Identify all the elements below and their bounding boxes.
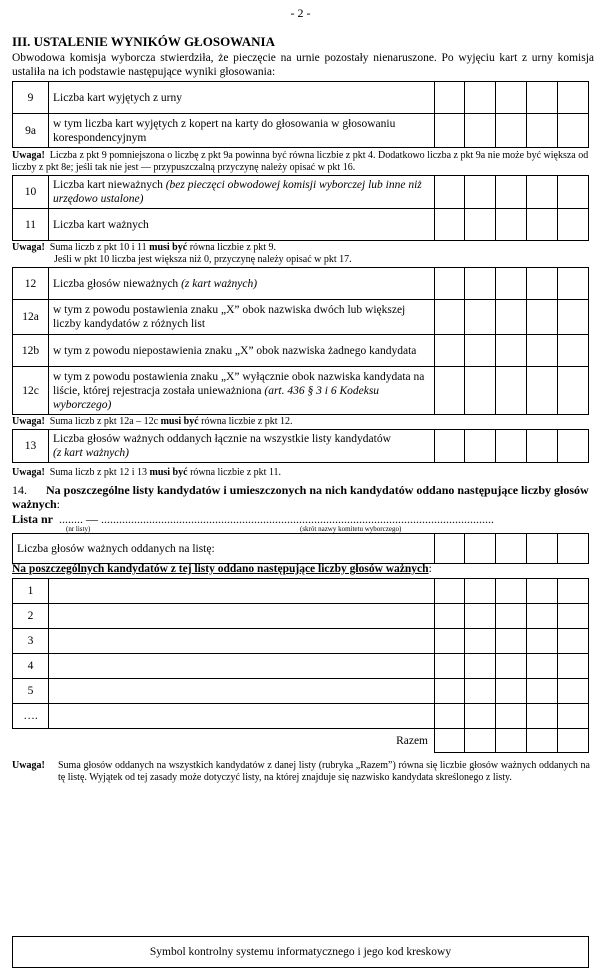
valid-votes-table bbox=[12, 533, 589, 564]
digit-box[interactable] bbox=[465, 579, 496, 604]
digit-box[interactable] bbox=[435, 534, 465, 564]
total-row bbox=[13, 729, 589, 753]
note-text: Suma głosów oddanych na wszystkich kandydatów z danej listy (rubryka „Razem”) równa się liczbie głosów ważnych oddanych na tę listę. Wyjątek od tej zasady może dotyczyć listy, na której znajduje się nazwisko kandydata skreślonego z listy. bbox=[58, 760, 590, 783]
note-4: Uwaga! Suma liczb z pkt 12 i 13 musi być równa liczbie z pkt 11. bbox=[12, 467, 282, 478]
results-table-b bbox=[12, 175, 589, 241]
digit-box[interactable] bbox=[435, 300, 465, 335]
digit-box[interactable] bbox=[465, 629, 496, 654]
digit-box[interactable] bbox=[496, 629, 527, 654]
row-label: w tym z powodu niepostawienia znaku „X” obok nazwiska żadnego kandydata bbox=[49, 335, 435, 367]
digit-box[interactable] bbox=[527, 654, 558, 679]
row-12c bbox=[13, 367, 589, 415]
digit-box[interactable] bbox=[527, 268, 558, 300]
candidate-number: 5 bbox=[13, 679, 49, 704]
candidate-name-cell[interactable] bbox=[49, 579, 435, 604]
section-intro: Obwodowa komisja wyborcza stwierdziła, że pieczęcie na urnie pozostały nienaruszone. Po wyjęciu kart z urny komisja ustaliła na ich podstawie następujące wyniki głosowania: bbox=[12, 52, 594, 78]
digit-box[interactable] bbox=[527, 704, 558, 729]
candidate-number: 3 bbox=[13, 629, 49, 654]
candidate-row bbox=[13, 704, 589, 729]
row-number: 9a bbox=[13, 114, 49, 148]
row-number: 12a bbox=[13, 300, 49, 335]
note-label: Uwaga! bbox=[12, 467, 45, 478]
digit-box[interactable] bbox=[465, 335, 496, 367]
digit-box[interactable] bbox=[527, 114, 558, 148]
digit-box[interactable] bbox=[527, 335, 558, 367]
list-number-line: Lista nr ........ — ................................................................................................................................... bbox=[12, 512, 495, 526]
row-label: Liczba kart nieważnych (bez pieczęci obwodowej komisji wyborczej lub inne niż urzędowo ustalone) bbox=[49, 176, 435, 209]
digit-box[interactable] bbox=[435, 604, 465, 629]
digit-box[interactable] bbox=[435, 176, 465, 209]
row-13 bbox=[13, 430, 589, 463]
list-number-caption: (nr listy) bbox=[66, 525, 91, 533]
candidate-number: …. bbox=[13, 704, 49, 729]
candidate-number: 2 bbox=[13, 604, 49, 629]
digit-box[interactable] bbox=[496, 729, 527, 753]
candidate-name-cell[interactable] bbox=[49, 654, 435, 679]
digit-box[interactable] bbox=[496, 654, 527, 679]
digit-box[interactable] bbox=[435, 579, 465, 604]
control-symbol-box: Symbol kontrolny systemu informatycznego i jego kod kreskowy bbox=[12, 936, 589, 968]
digit-box[interactable] bbox=[558, 335, 589, 367]
digit-box[interactable] bbox=[465, 654, 496, 679]
candidate-name-cell[interactable] bbox=[49, 604, 435, 629]
digit-box[interactable] bbox=[527, 176, 558, 209]
digit-box[interactable] bbox=[435, 209, 465, 241]
digit-box[interactable] bbox=[558, 729, 589, 753]
page-number: - 2 - bbox=[290, 6, 311, 20]
note-1 bbox=[12, 150, 590, 174]
digit-box[interactable] bbox=[527, 729, 558, 753]
digit-box[interactable] bbox=[527, 604, 558, 629]
digit-box[interactable] bbox=[496, 430, 527, 463]
digit-box[interactable] bbox=[465, 604, 496, 629]
results-table-d bbox=[12, 429, 589, 463]
candidate-row bbox=[13, 579, 589, 604]
note-label: Uwaga! bbox=[12, 760, 45, 771]
row-label: Liczba głosów ważnych oddanych łącznie na wszystkie listy kandydatów (z kart ważnych) bbox=[49, 430, 435, 463]
results-table-a bbox=[12, 81, 589, 148]
row-number: 11 bbox=[13, 209, 49, 241]
digit-box[interactable] bbox=[558, 629, 589, 654]
digit-box[interactable] bbox=[558, 209, 589, 241]
note-label: Uwaga! bbox=[12, 150, 45, 161]
digit-box[interactable] bbox=[527, 679, 558, 704]
candidate-row bbox=[13, 629, 589, 654]
candidate-row bbox=[13, 654, 589, 679]
row-number: 9 bbox=[13, 82, 49, 114]
digit-box[interactable] bbox=[527, 300, 558, 335]
digit-box[interactable] bbox=[465, 704, 496, 729]
valid-votes-label: Liczba głosów ważnych oddanych na listę: bbox=[13, 534, 435, 564]
candidate-row bbox=[13, 604, 589, 629]
note-text: Liczba z pkt 9 pomniejszona o liczbę z pkt 9a powinna być równa liczbie z pkt 4. Dodatkowo liczba z pkt 9a nie może być większa od liczby z pkt 8e; jeśli tak nie jest — przypuszczalną przyczynę należy opisać w pkt 16. bbox=[12, 150, 589, 173]
digit-box[interactable] bbox=[465, 114, 496, 148]
digit-box[interactable] bbox=[527, 579, 558, 604]
digit-box[interactable] bbox=[435, 367, 465, 415]
digit-box[interactable] bbox=[558, 268, 589, 300]
digit-box[interactable] bbox=[496, 176, 527, 209]
digit-box[interactable] bbox=[558, 300, 589, 335]
digit-box[interactable] bbox=[496, 300, 527, 335]
digit-box[interactable] bbox=[496, 704, 527, 729]
row-number: 12b bbox=[13, 335, 49, 367]
digit-box[interactable] bbox=[496, 335, 527, 367]
digit-box[interactable] bbox=[558, 176, 589, 209]
digit-box[interactable] bbox=[435, 335, 465, 367]
row-label: Liczba kart wyjętych z urny bbox=[49, 82, 435, 114]
digit-box[interactable] bbox=[465, 176, 496, 209]
row-label: w tym z powodu postawienia znaku „X” obok nazwiska dwóch lub większej liczby kandydatów z różnych list bbox=[49, 300, 435, 335]
row-12a bbox=[13, 300, 589, 335]
candidate-row bbox=[13, 679, 589, 704]
row-number: 13 bbox=[13, 430, 49, 463]
candidate-number: 1 bbox=[13, 579, 49, 604]
committee-field[interactable]: ................................................................................................................................... bbox=[101, 512, 495, 526]
row-10 bbox=[13, 176, 589, 209]
digit-box[interactable] bbox=[435, 268, 465, 300]
digit-box[interactable] bbox=[465, 367, 496, 415]
section-title: III. USTALENIE WYNIKÓW GŁOSOWANIA bbox=[12, 34, 275, 49]
digit-box[interactable] bbox=[558, 430, 589, 463]
row-9a bbox=[13, 114, 589, 148]
row-11 bbox=[13, 209, 589, 241]
digit-box[interactable] bbox=[558, 82, 589, 114]
row-label: w tym z powodu postawienia znaku „X” wyłącznie obok nazwiska kandydata na liście, której rejestracja została unieważniona (art. 436 § 3 i 6 Kodeksu wyborczego) bbox=[49, 367, 435, 415]
digit-box[interactable] bbox=[465, 300, 496, 335]
digit-box[interactable] bbox=[496, 268, 527, 300]
digit-box[interactable] bbox=[496, 604, 527, 629]
digit-box[interactable] bbox=[496, 579, 527, 604]
note-label: Uwaga! bbox=[12, 242, 45, 253]
candidate-number: 4 bbox=[13, 654, 49, 679]
row-label: w tym liczba kart wyjętych z kopert na karty do głosowania w głosowaniu korespondencyjnym bbox=[49, 114, 435, 148]
digit-box[interactable] bbox=[496, 82, 527, 114]
candidate-name-cell[interactable] bbox=[49, 704, 435, 729]
digit-box[interactable] bbox=[435, 704, 465, 729]
note-label: Uwaga! bbox=[12, 416, 45, 427]
digit-box[interactable] bbox=[465, 679, 496, 704]
results-table-c bbox=[12, 267, 589, 415]
digit-box[interactable] bbox=[527, 82, 558, 114]
total-label: Razem bbox=[396, 734, 428, 747]
note-2: Uwaga! Suma liczb z pkt 10 i 11 musi być równa liczbie z pkt 9. Jeśli w pkt 10 liczba jest większa niż 0, przyczynę należy opisać w pkt 17. bbox=[12, 242, 352, 265]
candidates-table bbox=[12, 578, 589, 753]
digit-box[interactable] bbox=[558, 654, 589, 679]
row-9 bbox=[13, 82, 589, 114]
digit-box[interactable] bbox=[496, 367, 527, 415]
digit-box[interactable] bbox=[465, 209, 496, 241]
digit-box[interactable] bbox=[527, 534, 558, 564]
digit-box[interactable] bbox=[527, 430, 558, 463]
digit-box[interactable] bbox=[435, 679, 465, 704]
digit-box[interactable] bbox=[558, 679, 589, 704]
digit-box[interactable] bbox=[496, 679, 527, 704]
row-label: Liczba kart ważnych bbox=[49, 209, 435, 241]
digit-box[interactable] bbox=[558, 114, 589, 148]
item-number: 14. bbox=[12, 483, 27, 497]
row-label-note: (bez pieczęci obwodowej komisji wyborczej lub inne niż urzędowo ustalone) bbox=[53, 179, 422, 205]
row-number: 12c bbox=[13, 367, 49, 415]
digit-box[interactable] bbox=[435, 430, 465, 463]
digit-box[interactable] bbox=[465, 268, 496, 300]
candidate-name-cell[interactable] bbox=[49, 679, 435, 704]
committee-caption: (skrót nazwy komitetu wyborczego) bbox=[300, 525, 402, 533]
list-label: Lista nr bbox=[12, 512, 54, 526]
digit-box[interactable] bbox=[496, 209, 527, 241]
row-number: 10 bbox=[13, 176, 49, 209]
digit-box[interactable] bbox=[527, 629, 558, 654]
candidates-title: Na poszczególnych kandydatów z tej listy oddano następujące liczby głosów ważnych: bbox=[12, 563, 432, 575]
note-text-2: Jeśli w pkt 10 liczba jest większa niż 0, przyczynę należy opisać w pkt 17. bbox=[54, 254, 352, 265]
digit-box[interactable] bbox=[465, 534, 496, 564]
digit-box[interactable] bbox=[435, 114, 465, 148]
digit-box[interactable] bbox=[558, 579, 589, 604]
digit-box[interactable] bbox=[435, 654, 465, 679]
note-3: Uwaga! Suma liczb z pkt 12a – 12c musi być równa liczbie z pkt 12. bbox=[12, 416, 293, 427]
digit-box[interactable] bbox=[435, 729, 465, 753]
digit-box[interactable] bbox=[435, 629, 465, 654]
digit-box[interactable] bbox=[527, 367, 558, 415]
digit-box[interactable] bbox=[435, 82, 465, 114]
digit-box[interactable] bbox=[496, 534, 527, 564]
note-5 bbox=[12, 760, 590, 784]
digit-box[interactable] bbox=[527, 209, 558, 241]
digit-box[interactable] bbox=[558, 367, 589, 415]
digit-box[interactable] bbox=[558, 534, 589, 564]
candidate-name-cell[interactable] bbox=[49, 629, 435, 654]
row-12 bbox=[13, 268, 589, 300]
digit-box[interactable] bbox=[558, 604, 589, 629]
row-12b bbox=[13, 335, 589, 367]
digit-box[interactable] bbox=[465, 729, 496, 753]
digit-box[interactable] bbox=[558, 704, 589, 729]
list-number-field[interactable]: ........ bbox=[59, 512, 84, 526]
row-label: Liczba głosów nieważnych (z kart ważnych) bbox=[49, 268, 435, 300]
item-14: 14. Na poszczególne listy kandydatów i umieszczonych na nich kandydatów oddano następujące liczby głosów ważnych: bbox=[12, 483, 589, 511]
item-text: Na poszczególne listy kandydatów i umieszczonych na nich kandydatów oddano następujące liczby głosów ważnych bbox=[12, 483, 589, 511]
row-number: 12 bbox=[13, 268, 49, 300]
digit-box[interactable] bbox=[496, 114, 527, 148]
digit-box[interactable] bbox=[465, 430, 496, 463]
digit-box[interactable] bbox=[465, 82, 496, 114]
